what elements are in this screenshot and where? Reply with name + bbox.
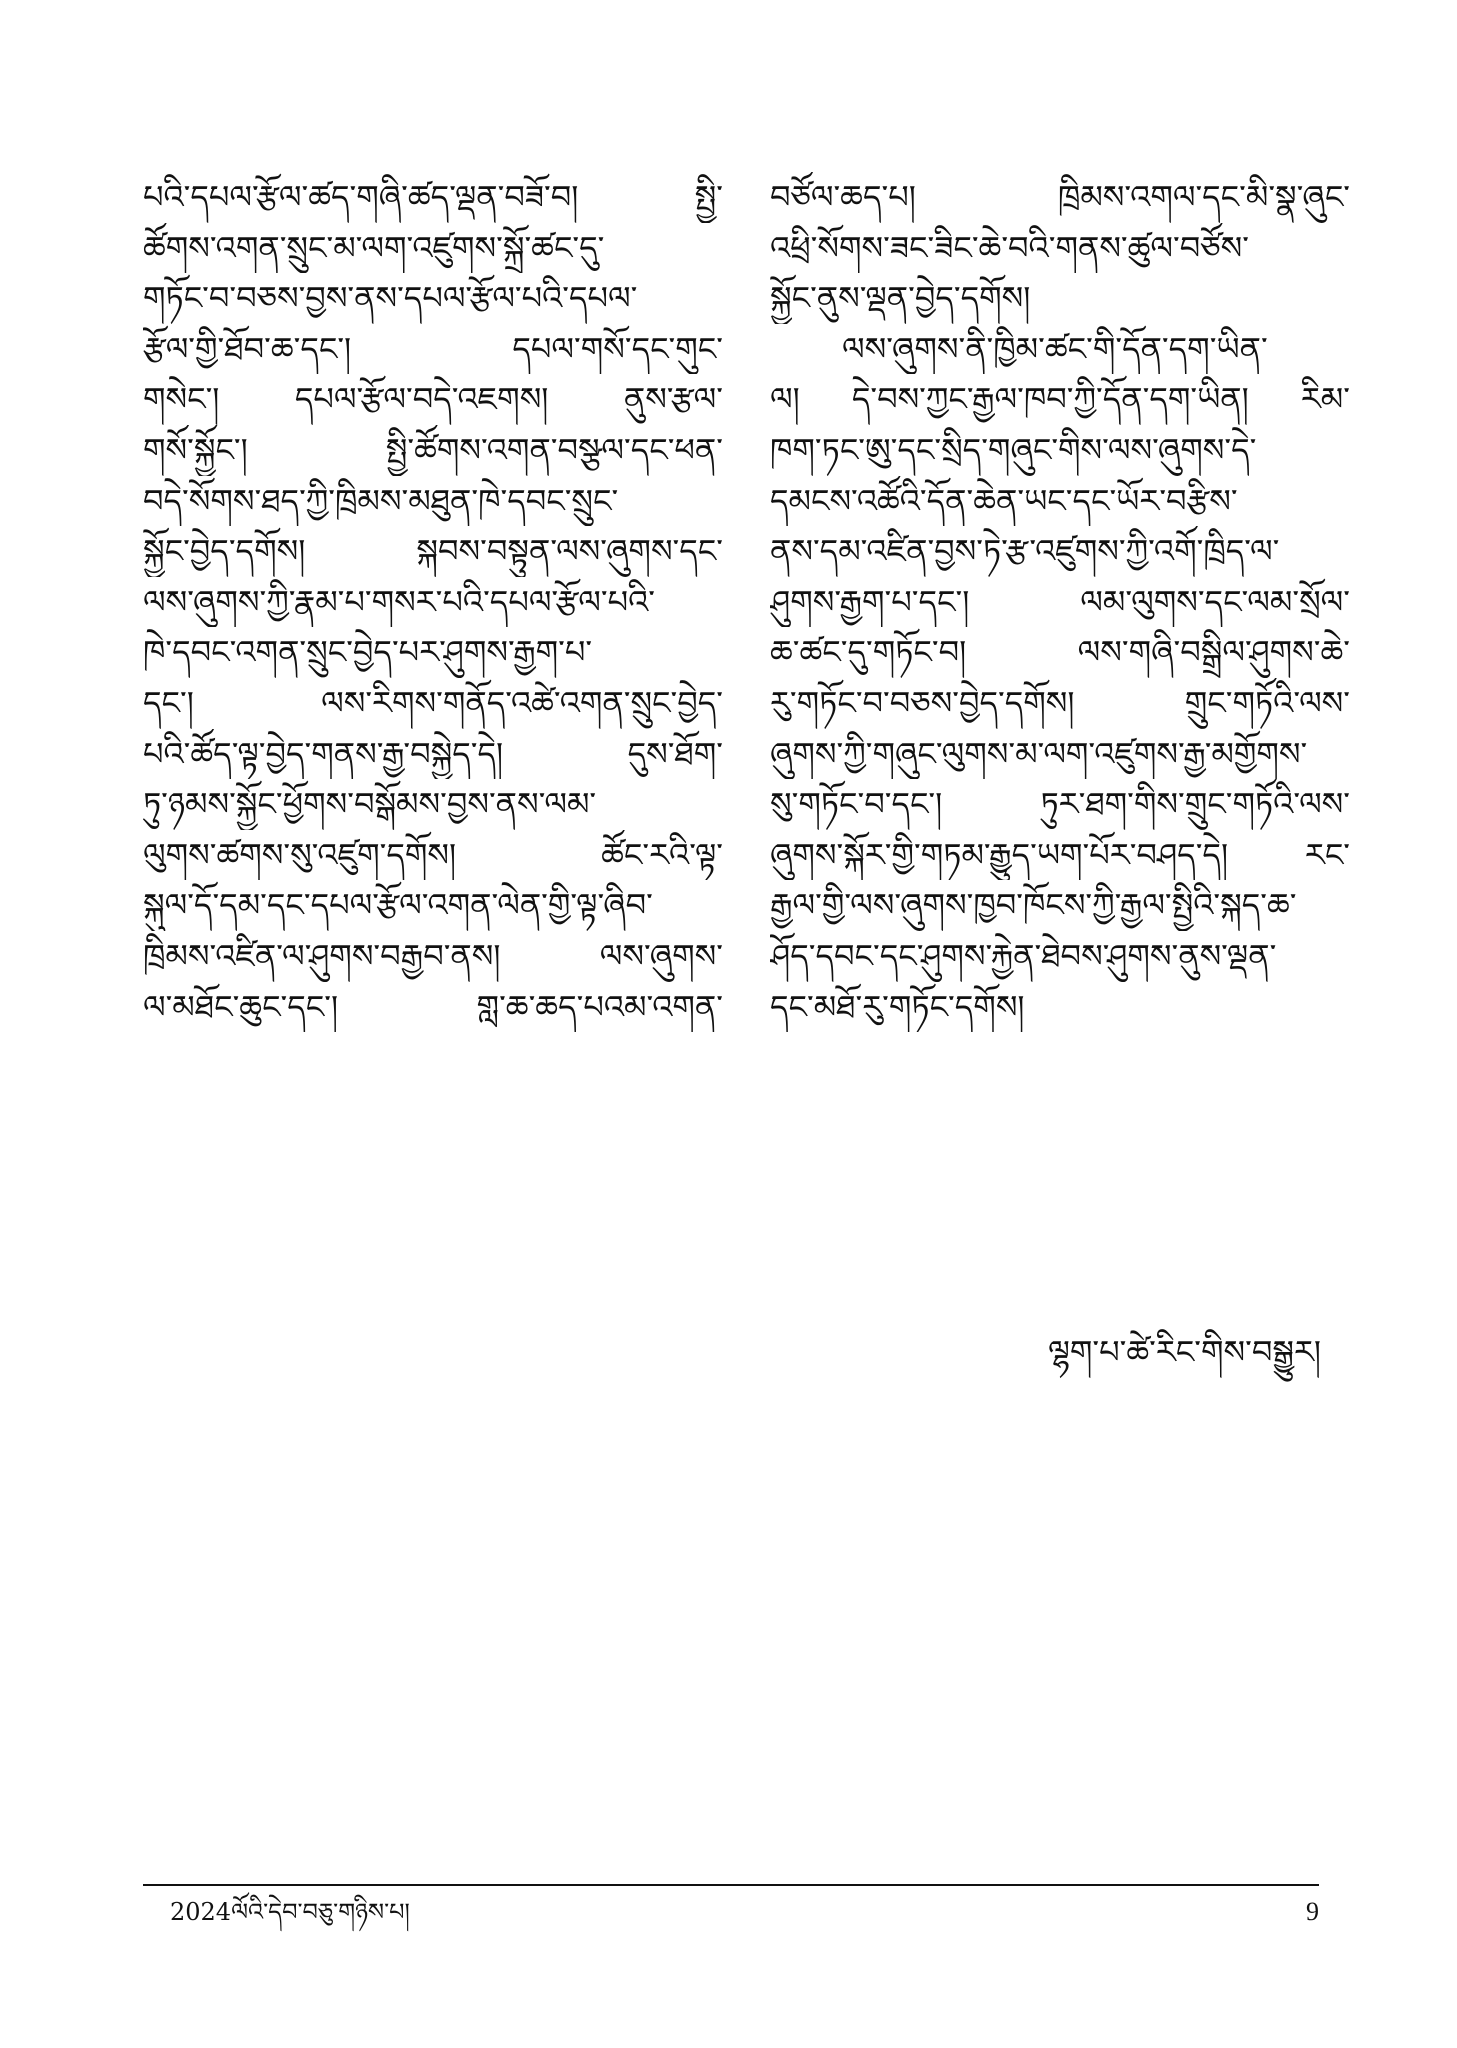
right-column-line: ཆ་ཚང་དུ་གཏོང་བ། ལས་གཞི་བསྒྲིལ་ཤུགས་ཆེ་ <box>770 633 1350 672</box>
right-column-line: སྐྱོང་ནུས་ལྡན་བྱེད་དགོས། <box>770 279 1031 318</box>
right-column-line: ཞུགས་ཀྱི་གཞུང་ལུགས་མ་ལག་འཛུགས་རྒྱ་མགྱོགས་ <box>770 734 1308 773</box>
right-column-line: ལ། དེ་བས་ཀྱང་རྒྱལ་ཁབ་ཀྱི་དོན་དག་ཡིན། རིམ་ <box>770 380 1350 419</box>
left-column <box>143 172 723 1032</box>
left-column-line: བདེ་སོགས་ཐད་ཀྱི་ཁྲིམས་མཐུན་ཁེ་དབང་སྲུང་ <box>143 481 619 520</box>
right-column-line: བཙོལ་ཆད་པ། ཁྲིམས་འགལ་དང་མི་སྣ་ཞུང་ <box>770 178 1350 216</box>
footer-issue-label: 2024ལོའི་དེབ་བཅུ་གཉིས་པ། <box>170 1898 410 1926</box>
left-column-line: པའི་ཚོད་ལྟ་བྱེད་གནས་རྒྱ་བསྐྱེད་དེ། དུས་ཐོག་ <box>143 734 723 773</box>
right-column-line: དམངས་འཚོའི་དོན་ཆེན་ཡང་དང་ཡོར་བརྩིས་ <box>770 481 1238 520</box>
right-column-line: ཁག་ཏང་ཨུ་དང་སྲིད་གཞུང་གིས་ལས་ཞུགས་དེ་ <box>770 430 1257 469</box>
translator-signature: ལྷག་པ་ཚེ་རིང་གིས་བསྒྱུར། <box>1047 1333 1321 1371</box>
right-column-line: ཞུགས་སྐོར་གྱི་གཏམ་རྒྱུད་ཡག་པོར་བཤད་དེ། རང་ <box>770 835 1350 874</box>
left-column-line: གསེང་། དཔལ་རྩོལ་བདེ་འཇགས། ནུས་རྩལ་ <box>143 380 723 419</box>
right-column-line: རྒྱལ་གྱི་ལས་ཞུགས་ཁྱབ་ཁོངས་ཀྱི་རྒྱལ་སྤྱིའི་སྐད་ཆ་ <box>770 886 1297 925</box>
left-column-line: གཏོང་བ་བཅས་བྱས་ནས་དཔལ་རྩོལ་པའི་དཔལ་ <box>143 279 638 318</box>
left-column-line: ཏུ་ཉམས་སྐྱོང་ཕྱོགས་བསྒོམས་བྱས་ནས་ལམ་ <box>143 785 597 824</box>
right-column <box>770 172 1350 1032</box>
footer-divider <box>143 1884 1319 1886</box>
left-column-line: གསོ་སྐྱོང་། སྤྱི་ཚོགས་འགན་བསྩལ་དང་ཕན་ <box>143 430 723 469</box>
right-column-line: ལས་ཞུགས་ནི་ཁྱིམ་ཚང་གི་དོན་དག་ཡིན་ <box>842 329 1268 368</box>
left-column-line: པའི་དཔལ་རྩོལ་ཚད་གཞི་ཚད་ལྡན་བཟོ་བ། སྤྱི་ <box>143 178 723 216</box>
left-column-line: ཁེ་དབང་འགན་སྲུང་བྱེད་པར་ཤུགས་རྒྱག་པ་ <box>143 633 593 672</box>
right-column-line: སུ་གཏོང་བ་དང་། ཏུར་ཐག་གིས་གྲུང་གཏོའི་ལས་ <box>770 785 1350 824</box>
right-column-line: ཤོད་དབང་དང་ཤུགས་རྐྱེན་ཐེབས་ཤུགས་ནུས་ལྡན་ <box>770 936 1277 975</box>
left-column-line: སྐྱོང་བྱེད་དགོས། སྐབས་བསྟུན་ལས་ཞུགས་དང་ <box>143 532 723 571</box>
right-column-line: འཕྲི་སོགས་ཟང་ཟིང་ཆེ་བའི་གནས་ཚུལ་བཙོས་ <box>770 228 1249 267</box>
left-column-line: ལ་མཐོང་ཆུང་དང་། གླ་ཆ་ཆད་པའམ་འགན་ <box>143 987 723 1026</box>
left-column-line: སྐུལ་དོ་དམ་དང་དཔལ་རྩོལ་འགན་ལེན་གྱི་ལྟ་ཞིབ་ <box>143 886 653 925</box>
left-column-line: ལས་ཞུགས་ཀྱི་རྣམ་པ་གསར་པའི་དཔལ་རྩོལ་པའི་ <box>143 582 656 621</box>
right-column-line: ཤུགས་རྒྱག་པ་དང་། ལམ་ལུགས་དང་ལམ་སྲོལ་ <box>770 582 1350 621</box>
left-column-line: ལུགས་ཚགས་སུ་འཛུག་དགོས། ཚོང་རའི་ལྟ་ <box>143 835 723 874</box>
right-column-line: ནས་དམ་འཛིན་བྱས་ཏེ་རྩ་འཛུགས་ཀྱི་འགོ་ཁྲིད་ལ་ <box>770 532 1280 571</box>
right-column-line: དང་མཐོ་རུ་གཏོང་དགོས། <box>770 987 1025 1026</box>
left-column-line: རྩོལ་གྱི་ཐོབ་ཆ་དང་། དཔལ་གསོ་དང་གུང་ <box>143 329 723 368</box>
left-column-line: ཚོགས་འགན་སྲུང་མ་ལག་འཛུགས་སྐྲོ་ཚང་དུ་ <box>143 228 605 267</box>
left-column-line: དང་། ལས་རིགས་གནོད་འཚེ་འགན་སྲུང་བྱེད་ <box>143 683 723 722</box>
right-column-line: རུ་གཏོང་བ་བཅས་བྱེད་དགོས། གྲུང་གཏོའི་ལས་ <box>770 683 1350 722</box>
page-number: 9 <box>1306 1897 1319 1926</box>
left-column-line: ཁྲིམས་འཛིན་ལ་ཤུགས་བརྒྱབ་ནས། ལས་ཞུགས་ <box>143 936 723 975</box>
